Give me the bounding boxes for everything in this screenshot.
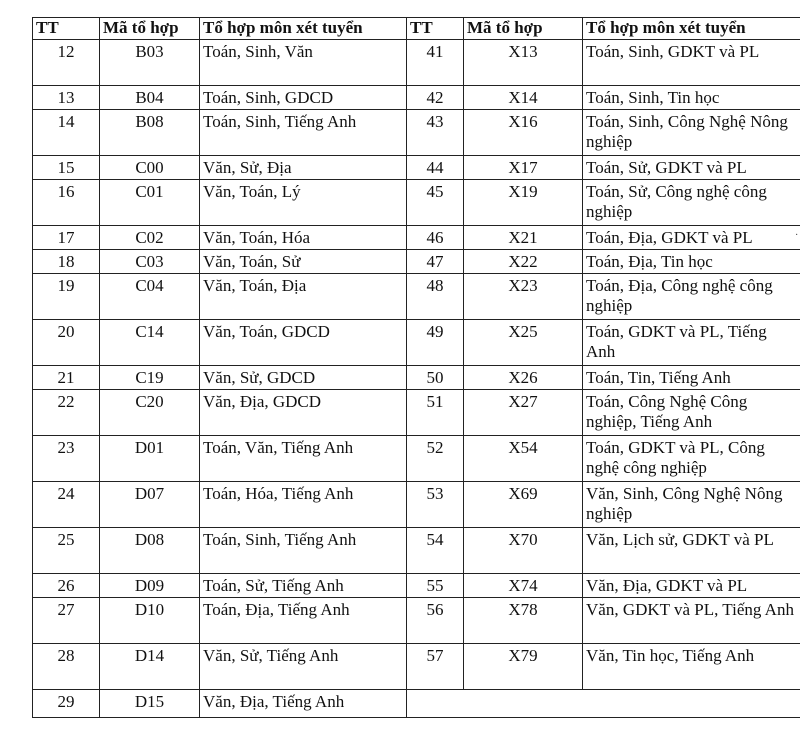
row-code: C19 (100, 366, 200, 390)
table-header-row (33, 18, 800, 40)
table-row (33, 690, 800, 718)
row-tt: 19 (33, 274, 100, 320)
row-subjects: Toán, Sinh, Tiếng Anh (200, 110, 407, 156)
row-tt: 21 (33, 366, 100, 390)
row-subjects: Toán, Sinh, Công Nghệ Nông nghiệp (583, 110, 800, 156)
row-code: X70 (464, 528, 583, 574)
row-tt: 24 (33, 482, 100, 528)
table-row (33, 644, 800, 690)
row-tt: 29 (33, 690, 100, 718)
row-subjects: Toán, Sinh, GDKT và PL (583, 40, 800, 86)
row-code: X78 (464, 598, 583, 644)
row-subjects: Toán, Văn, Tiếng Anh (200, 436, 407, 482)
empty-cell (407, 690, 800, 718)
row-code: X23 (464, 274, 583, 320)
row-tt: 44 (407, 156, 464, 180)
row-subjects: Văn, Toán, Lý (200, 180, 407, 226)
row-tt: 14 (33, 110, 100, 156)
row-code: D14 (100, 644, 200, 690)
row-subjects: Toán, Địa, Công nghệ công nghiệp (583, 274, 800, 320)
row-code: C03 (100, 250, 200, 274)
row-tt: 28 (33, 644, 100, 690)
row-code: X21 (464, 226, 583, 250)
row-code: C20 (100, 390, 200, 436)
row-subjects: Toán, GDKT và PL, Tiếng Anh (583, 320, 800, 366)
row-subjects: Toán, Địa, Tin học (583, 250, 800, 274)
row-code: X74 (464, 574, 583, 598)
table-row (33, 482, 800, 528)
row-subjects: Toán, Hóa, Tiếng Anh (200, 482, 407, 528)
row-code: X13 (464, 40, 583, 86)
row-subjects: Toán, Sử, Tiếng Anh (200, 574, 407, 598)
row-code: X54 (464, 436, 583, 482)
header-tt-right: TT (407, 18, 464, 40)
row-tt: 49 (407, 320, 464, 366)
row-tt: 54 (407, 528, 464, 574)
row-subjects: Văn, Toán, Hóa (200, 226, 407, 250)
row-tt: 41 (407, 40, 464, 86)
row-code: D08 (100, 528, 200, 574)
row-code: D15 (100, 690, 200, 718)
row-tt: 20 (33, 320, 100, 366)
subject-combination-table (32, 17, 800, 718)
row-subjects: Văn, Sử, Địa (200, 156, 407, 180)
row-code: C14 (100, 320, 200, 366)
row-code: B04 (100, 86, 200, 110)
table-row (33, 180, 800, 226)
row-code: B08 (100, 110, 200, 156)
header-subjects-right: Tổ hợp môn xét tuyển (583, 18, 800, 40)
table-row (33, 574, 800, 598)
row-code: X22 (464, 250, 583, 274)
header-code-right: Mã tổ hợp (464, 18, 583, 40)
row-tt: 42 (407, 86, 464, 110)
row-tt: 47 (407, 250, 464, 274)
row-subjects: Văn, Địa, GDCD (200, 390, 407, 436)
row-subjects: Văn, Địa, Tiếng Anh (200, 690, 407, 718)
table-row (33, 110, 800, 156)
row-code: D07 (100, 482, 200, 528)
table-row (33, 390, 800, 436)
table-row (33, 250, 800, 274)
row-code: C01 (100, 180, 200, 226)
table-row (33, 436, 800, 482)
row-subjects: Toán, Sinh, Tin học (583, 86, 800, 110)
row-subjects: Toán, Sinh, GDCD (200, 86, 407, 110)
header-tt-left: TT (33, 18, 100, 40)
row-subjects: Toán, Sinh, Tiếng Anh (200, 528, 407, 574)
row-subjects: Toán, Địa, Tiếng Anh (200, 598, 407, 644)
row-subjects: Văn, Toán, GDCD (200, 320, 407, 366)
row-tt: 57 (407, 644, 464, 690)
row-code: X16 (464, 110, 583, 156)
row-code: X27 (464, 390, 583, 436)
row-tt: 26 (33, 574, 100, 598)
row-tt: 43 (407, 110, 464, 156)
row-tt: 22 (33, 390, 100, 436)
table-row (33, 40, 800, 86)
header-subjects-left: Tổ hợp môn xét tuyển (200, 18, 407, 40)
row-tt: 45 (407, 180, 464, 226)
table-row (33, 366, 800, 390)
row-tt: 16 (33, 180, 100, 226)
row-tt: 52 (407, 436, 464, 482)
row-code: X69 (464, 482, 583, 528)
row-subjects: Toán, GDKT và PL, Công nghệ công nghiệp (583, 436, 800, 482)
row-tt: 12 (33, 40, 100, 86)
row-code: D10 (100, 598, 200, 644)
header-code-left: Mã tổ hợp (100, 18, 200, 40)
row-subjects: Văn, GDKT và PL, Tiếng Anh (583, 598, 800, 644)
table-row (33, 320, 800, 366)
row-code: X14 (464, 86, 583, 110)
row-code: X26 (464, 366, 583, 390)
row-subjects: Văn, Sử, GDCD (200, 366, 407, 390)
table-row (33, 528, 800, 574)
row-subjects: Văn, Sinh, Công Nghệ Nông nghiệp (583, 482, 800, 528)
row-subjects: Văn, Tin học, Tiếng Anh (583, 644, 800, 690)
row-tt: 17 (33, 226, 100, 250)
row-subjects: Văn, Toán, Sử (200, 250, 407, 274)
row-subjects: Toán, Công Nghệ Công nghiệp, Tiếng Anh (583, 390, 800, 436)
row-code: X17 (464, 156, 583, 180)
table-row (33, 598, 800, 644)
table-row (33, 226, 800, 250)
table-row (33, 86, 800, 110)
row-code: C00 (100, 156, 200, 180)
row-tt: 25 (33, 528, 100, 574)
row-tt: 15 (33, 156, 100, 180)
row-tt: 51 (407, 390, 464, 436)
scan-speck: · (795, 230, 799, 241)
row-code: X79 (464, 644, 583, 690)
row-tt: 56 (407, 598, 464, 644)
row-subjects: Toán, Sử, Công nghệ công nghiệp (583, 180, 800, 226)
row-code: D09 (100, 574, 200, 598)
row-subjects: Toán, Sử, GDKT và PL (583, 156, 800, 180)
row-subjects: Văn, Địa, GDKT và PL (583, 574, 800, 598)
row-subjects: Toán, Tin, Tiếng Anh (583, 366, 800, 390)
row-tt: 23 (33, 436, 100, 482)
row-tt: 48 (407, 274, 464, 320)
row-subjects: Văn, Toán, Địa (200, 274, 407, 320)
row-code: X25 (464, 320, 583, 366)
row-subjects: Toán, Sinh, Văn (200, 40, 407, 86)
table-row (33, 274, 800, 320)
row-code: D01 (100, 436, 200, 482)
row-code: C04 (100, 274, 200, 320)
row-tt: 46 (407, 226, 464, 250)
row-tt: 55 (407, 574, 464, 598)
table-row (33, 156, 800, 180)
row-code: X19 (464, 180, 583, 226)
row-subjects: Văn, Sử, Tiếng Anh (200, 644, 407, 690)
row-tt: 50 (407, 366, 464, 390)
row-tt: 53 (407, 482, 464, 528)
row-tt: 27 (33, 598, 100, 644)
row-tt: 13 (33, 86, 100, 110)
row-tt: 18 (33, 250, 100, 274)
row-subjects: Văn, Lịch sử, GDKT và PL (583, 528, 800, 574)
row-subjects: Toán, Địa, GDKT và PL (583, 226, 800, 250)
row-code: C02 (100, 226, 200, 250)
row-code: B03 (100, 40, 200, 86)
